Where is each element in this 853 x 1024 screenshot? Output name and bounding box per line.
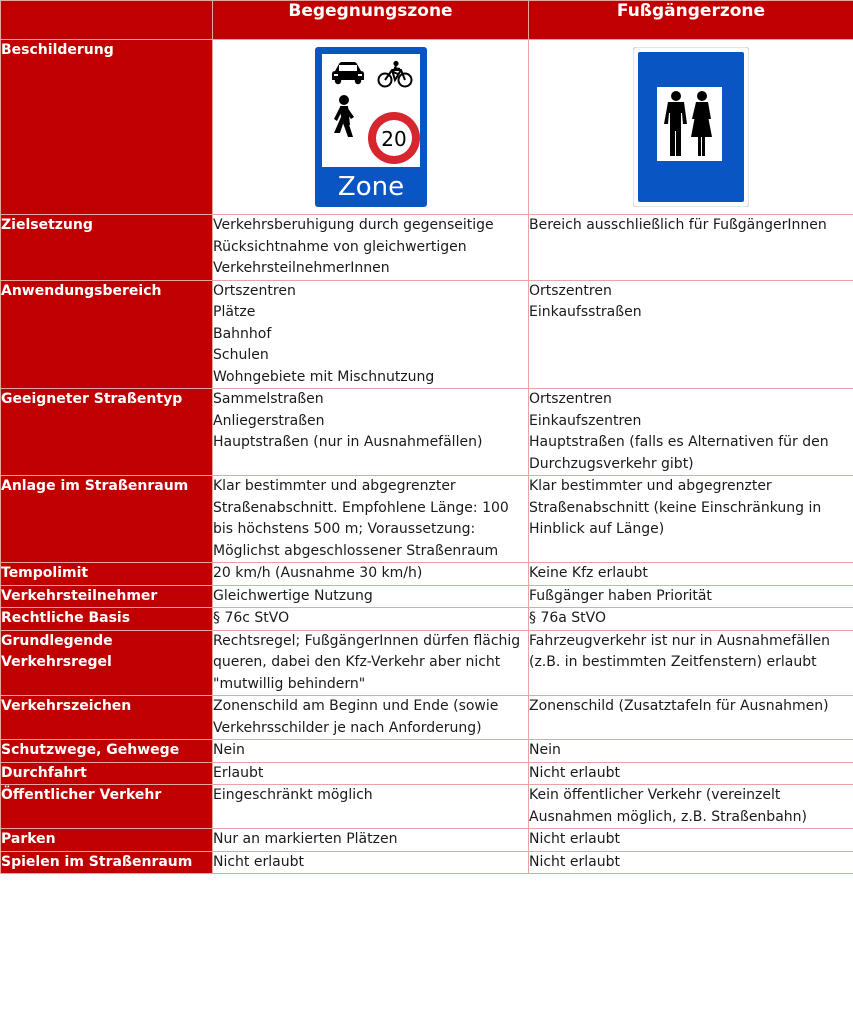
cell-line: Schulen [213,347,269,363]
cell-fussgaengerzone [529,280,853,389]
cell-fussgaengerzone [529,476,853,563]
row-label: Rechtliche Basis [1,608,213,631]
cell-fussgaengerzone [529,762,853,785]
row-label: Tempolimit [1,563,213,586]
cell-line: Zonenschild am Beginn und Ende (sowie Verkehrsschilder je nach Anforderung) [213,698,499,736]
table-row [1,740,853,763]
cell-begegnungszone [213,585,529,608]
table-row [1,785,853,829]
cell-fussgaengerzone [529,740,853,763]
cell-fussgaengerzone [529,389,853,476]
cell-fussgaengerzone [529,215,853,281]
table-row [1,630,853,696]
begegnungszone-sign [315,47,427,207]
cell-line: Klar bestimmter und abgegrenzter Straßenabschnitt. Empfohlene Länge: 100 bis höchstens 500 m; Voraussetzung: Möglichst abgeschlossener Straßenraum [213,478,509,559]
header-begegnungszone: Begegnungszone [213,1,529,40]
cell-line: Nicht erlaubt [213,853,304,870]
cell-begegnungszone [213,563,529,586]
fussgaengerzone-sign [633,47,749,207]
cell-line: Rechtsregel; FußgängerInnen dürfen flächig queren, dabei den Kfz-Verkehr aber nicht "mutwillig behindern" [213,632,521,692]
cell-line: Bahnhof [213,325,272,342]
row-label: Beschilderung [1,40,213,215]
table-row [1,476,853,563]
row-label: Parken [1,829,213,852]
cell-line: Ortszentren [529,391,612,407]
row-label: Anlage im Straßenraum [1,476,213,563]
cell-begegnungszone [213,762,529,785]
cell-line: Fußgänger haben Priorität [529,587,712,604]
cell-line: Ortszentren [213,282,296,299]
cell-begegnungszone [213,785,529,829]
cell-line: Nein [529,742,561,758]
cell-line: Hauptstraßen (nur in Ausnahmefällen) [213,434,483,450]
row-label: Durchfahrt [1,762,213,785]
header-row [1,1,853,40]
cell-line: Erlaubt [213,764,264,781]
cell-line: Fahrzeugverkehr ist nur in Ausnahmefällen (z.B. in bestimmten Zeitfenstern) erlaubt [529,632,831,670]
row-label: Spielen im Straßenraum [1,851,213,874]
cell-line: Einkaufsstraßen [529,304,642,320]
table-row [1,280,853,389]
cell-fussgaengerzone [529,696,853,740]
cell-line: Zonenschild (Zusatztafeln für Ausnahmen) [529,698,829,714]
cell-line: Bereich ausschließlich für FußgängerInnen [529,217,827,233]
table-row [1,762,853,785]
cell-fussgaengerzone [529,785,853,829]
cell-line: Anliegerstraßen [213,412,325,429]
cell-begegnungszone [213,630,529,696]
table-row [1,389,853,476]
cell-line: Klar bestimmter und abgegrenzter Straßenabschnitt (keine Einschränkung in Hinblick auf Länge) [529,478,822,537]
cell-line: Sammelstraßen [213,391,324,407]
table-row [1,215,853,281]
table-row [1,585,853,608]
cell-begegnungszone [213,851,529,874]
header-fussgaengerzone: Fußgängerzone [529,1,853,40]
cell-line: Plätze [213,304,256,320]
cell-begegnungszone [213,696,529,740]
cell-line: Hauptstraßen (falls es Alternativen für den Durchzugsverkehr gibt) [529,434,829,472]
table-row [1,608,853,631]
cell-fussgaengerzone [529,829,853,852]
cell-begegnungszone [213,215,529,281]
cell-fussgaengerzone [529,608,853,631]
cell-line: § 76a StVO [529,610,607,626]
cell-line: § 76c StVO [213,610,290,626]
cell-line: Gleichwertige Nutzung [213,587,373,604]
cell-begegnungszone [213,829,529,852]
cell-line: Ortszentren [529,282,612,299]
table-row [1,851,853,874]
row-label: Zielsetzung [1,215,213,281]
row-label: Grundlegende Verkehrsregel [1,630,213,696]
row-label: Verkehrszeichen [1,696,213,740]
header-corner [1,1,213,40]
sign-cell-begegnungszone [213,40,529,215]
cell-line: Wohngebiete mit Mischnutzung [213,368,435,385]
cell-begegnungszone [213,608,529,631]
row-label: Verkehrsteilnehmer [1,585,213,608]
cell-line: Verkehrsberuhigung durch gegenseitige Rücksichtnahme von gleichwertigen VerkehrsteilnehmerInnen [213,217,494,276]
row-label: Geeigneter Straßentyp [1,389,213,476]
cell-line: 20 km/h (Ausnahme 30 km/h) [213,565,423,581]
cell-line: Eingeschränkt möglich [213,787,373,803]
sign-cell-fussgaengerzone [529,40,853,215]
cell-line: Keine Kfz erlaubt [529,565,648,581]
zone-word: Zone [337,172,404,202]
cell-fussgaengerzone [529,563,853,586]
row-label: Öffentlicher Verkehr [1,785,213,829]
cell-line: Nicht erlaubt [529,764,620,781]
cell-begegnungszone [213,740,529,763]
cell-fussgaengerzone [529,851,853,874]
cell-line: Nicht erlaubt [529,853,620,870]
cell-line: Einkaufszentren [529,412,642,429]
table-row [1,696,853,740]
table-row [1,829,853,852]
cell-fussgaengerzone [529,585,853,608]
speed-limit-value: 20 [380,127,407,151]
cell-fussgaengerzone [529,630,853,696]
cell-begegnungszone [213,389,529,476]
table-row-beschilderung [1,40,853,215]
cell-line: Nicht erlaubt [529,831,620,847]
row-label: Schutzwege, Gehwege [1,740,213,763]
cell-line: Kein öffentlicher Verkehr (vereinzelt Ausnahmen möglich, z.B. Straßenbahn) [529,787,807,825]
cell-line: Nein [213,742,245,758]
cell-begegnungszone [213,476,529,563]
row-label: Anwendungsbereich [1,280,213,389]
cell-begegnungszone [213,280,529,389]
cell-line: Nur an markierten Plätzen [213,831,398,847]
table-row [1,563,853,586]
